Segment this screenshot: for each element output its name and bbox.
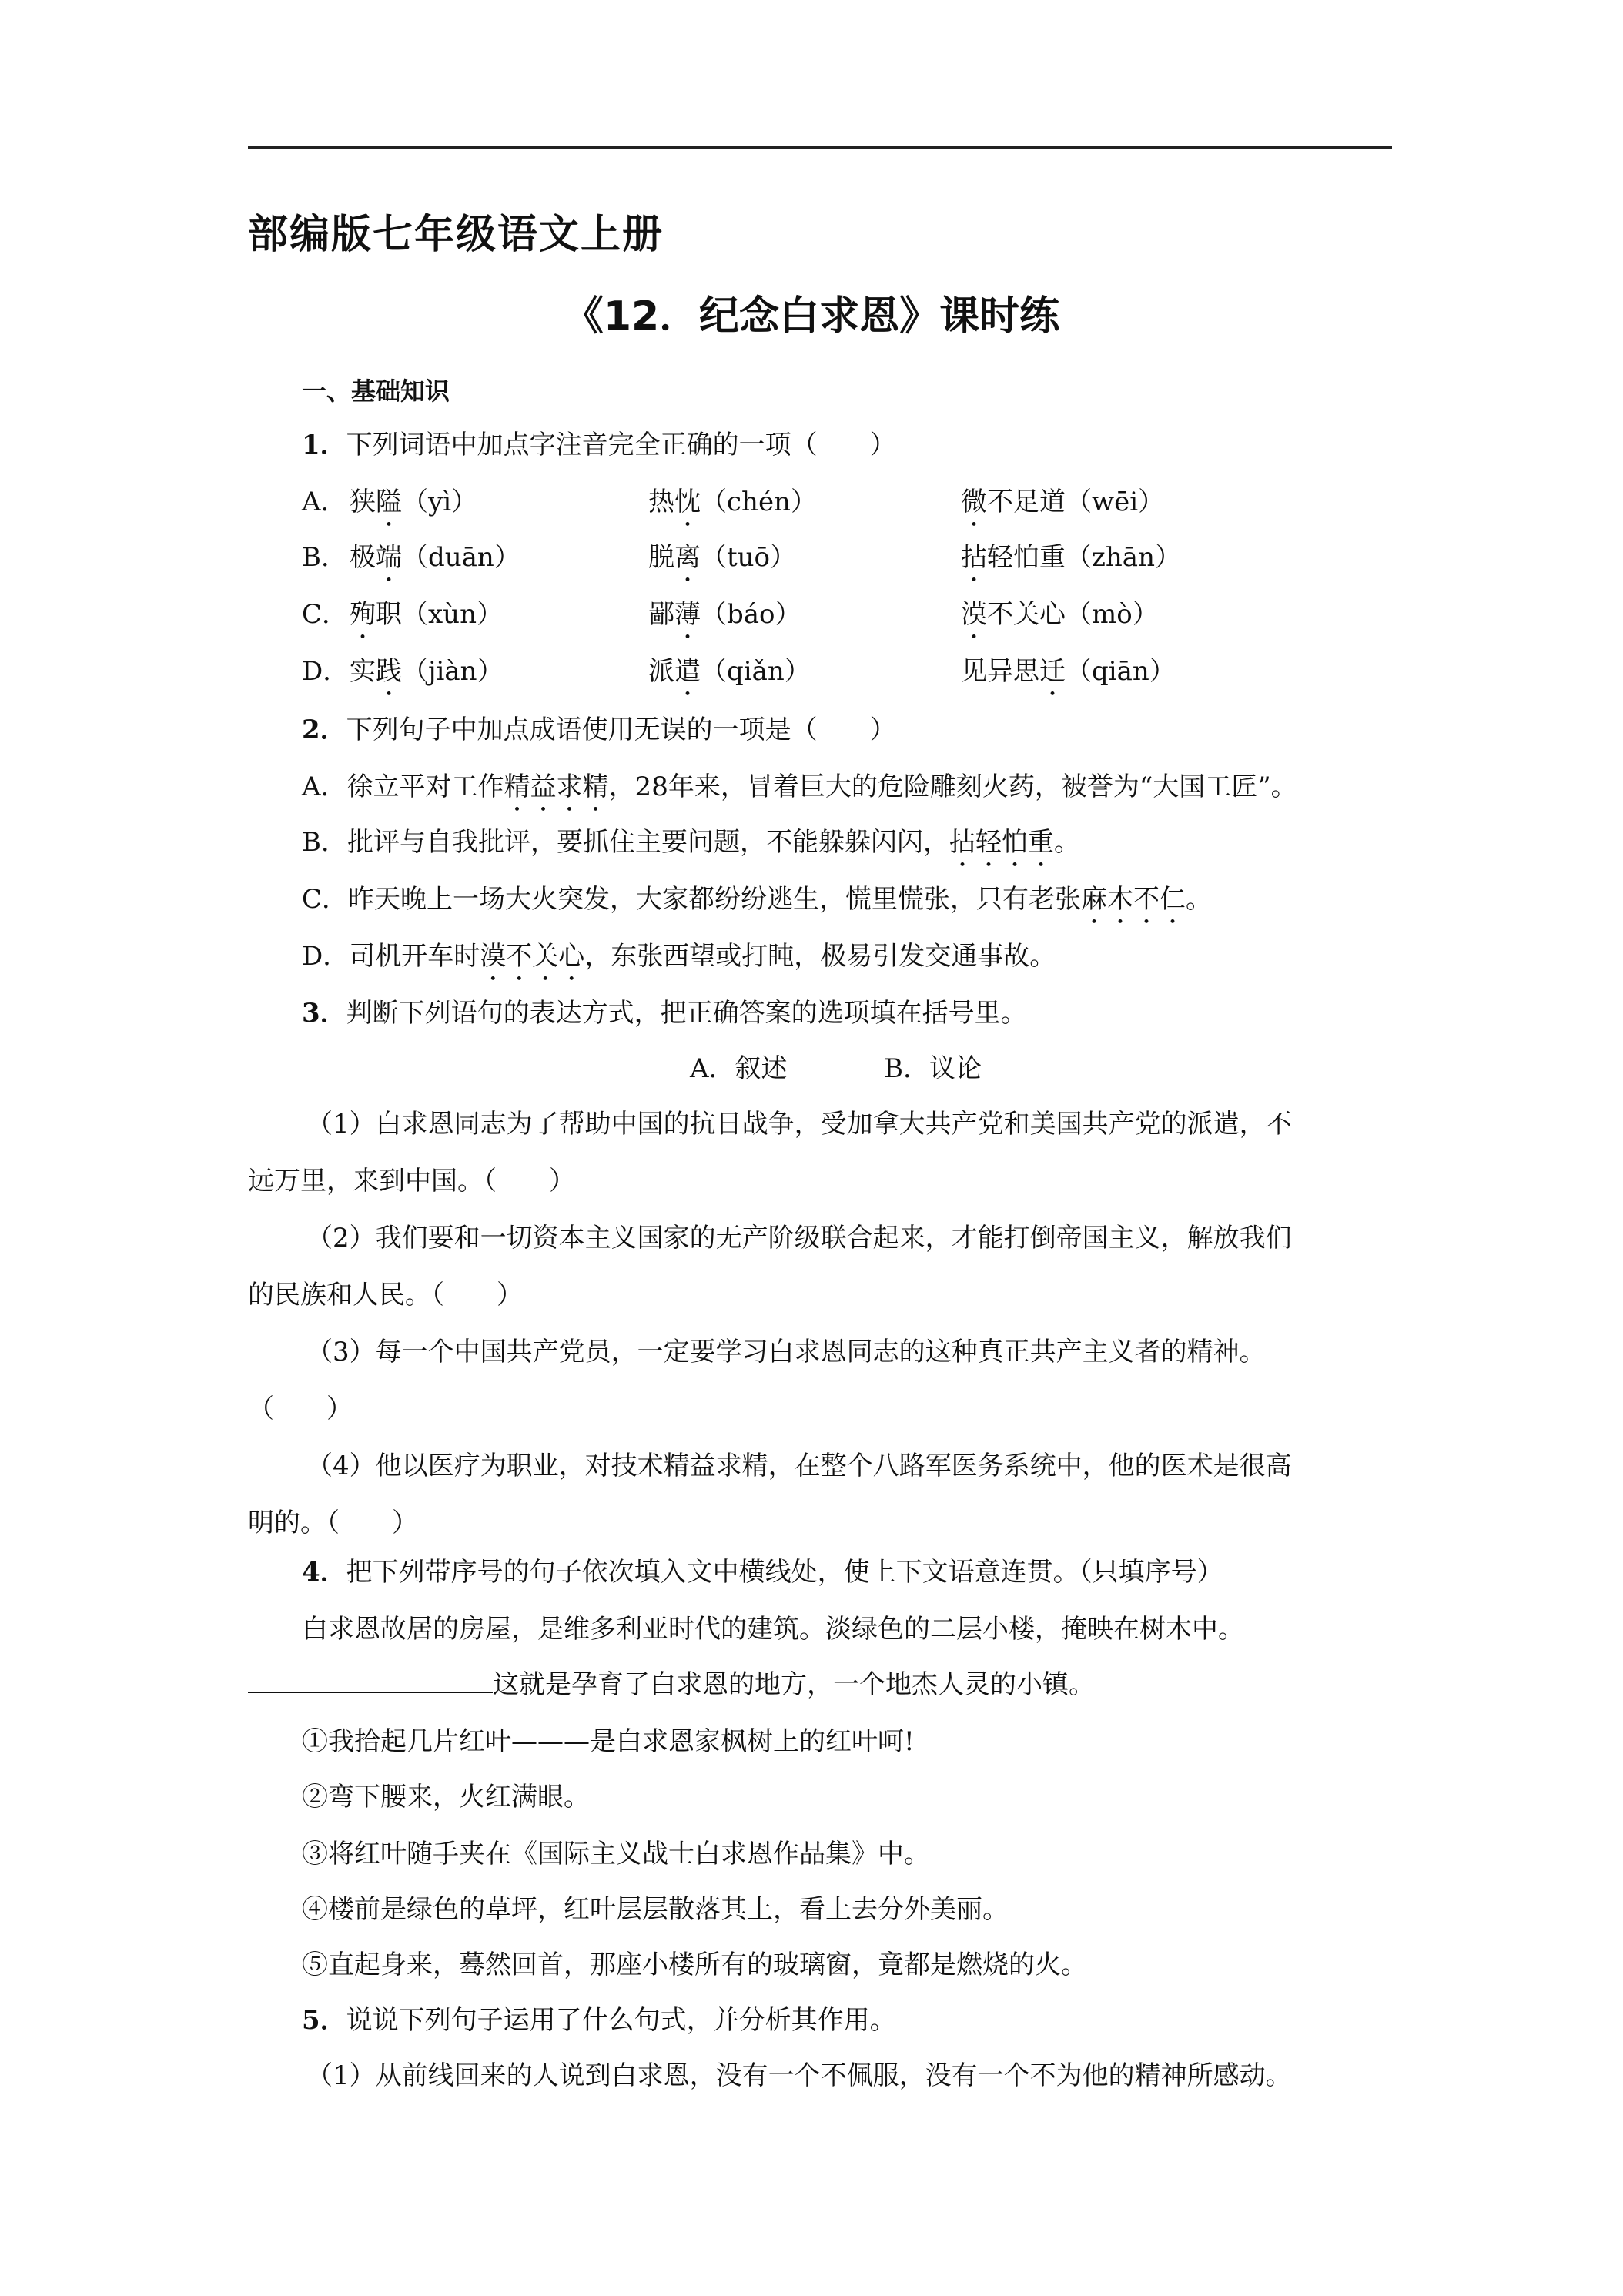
option-text: 司机开车时 xyxy=(349,941,480,972)
q3-number: 3． xyxy=(302,998,346,1029)
q1-option-label: D． xyxy=(302,656,350,687)
emphasized-idiom: 精益求精 xyxy=(504,771,609,802)
word-pinyin: 职（xùn） xyxy=(376,599,503,630)
emphasized-char: 遣 xyxy=(674,656,701,687)
word-text: 见异思 xyxy=(961,656,1039,687)
q3-item-line2: 远万里，来到中国。（ ） xyxy=(248,1166,575,1197)
q3-item-line2: 明的。（ ） xyxy=(248,1508,418,1538)
q1-option-word xyxy=(961,654,1176,702)
word-pinyin: 不关心（mò） xyxy=(987,599,1159,630)
word-pinyin: 轻怕重（zhān） xyxy=(987,542,1181,573)
option-text: 。 xyxy=(1186,884,1213,915)
q1-option-label: A． xyxy=(302,487,347,517)
word-text: 极 xyxy=(350,542,376,573)
q1-stem xyxy=(302,428,896,462)
q4-passage-line1: 白求恩故居的房屋，是维多利亚时代的建筑。淡绿色的二层小楼，掩映在树木中。 xyxy=(302,1614,1244,1645)
q4-sentence: ①我拾起几片红叶———是白求恩家枫树上的红叶呵! xyxy=(302,1726,915,1757)
q2-stem xyxy=(302,713,896,747)
emphasized-char: 微 xyxy=(961,487,987,517)
q4-passage-line2 xyxy=(248,1668,1095,1702)
emphasized-char: 忱 xyxy=(674,487,701,517)
option-label: A． xyxy=(302,771,347,802)
q2-number: 2． xyxy=(302,715,346,745)
q1-option-word xyxy=(350,485,477,533)
word-pinyin: （báo） xyxy=(701,599,801,630)
word-pinyin: （chén） xyxy=(701,487,817,517)
emphasized-char: 迁 xyxy=(1039,656,1066,687)
q3-text: 判断下列语句的表达方式，把正确答案的选项填在括号里。 xyxy=(346,998,1027,1029)
book-title: 部编版七年级语文上册 xyxy=(248,212,664,258)
q3-item-line1: （1）白求恩同志为了帮助中国的抗日战争，受加拿大共产党和美国共产党的派遣，不 xyxy=(306,1109,1292,1140)
q1-option-word xyxy=(648,541,796,588)
emphasized-idiom: 麻木不仁 xyxy=(1081,884,1186,915)
q4-text: 把下列带序号的句子依次填入文中横线处，使上下文语意连贯。（只填序号） xyxy=(346,1557,1223,1588)
q4-sentence: ②弯下腰来，火红满眼。 xyxy=(302,1782,590,1812)
word-pinyin: 不足道（wēi） xyxy=(987,487,1165,517)
q4-sentence: ⑤直起身来，蓦然回首，那座小楼所有的玻璃窗，竟都是燃烧的火。 xyxy=(302,1950,1087,1980)
emphasized-idiom: 拈轻怕重 xyxy=(949,827,1054,858)
option-text: ，东张西望或打盹，极易引发交通事故。 xyxy=(584,941,1056,972)
section-heading: 一、基础知识 xyxy=(302,377,450,406)
emphasized-char: 薄 xyxy=(674,599,701,630)
q3-stem xyxy=(302,996,1027,1030)
emphasized-char: 漠 xyxy=(961,599,987,630)
word-pinyin: （duān） xyxy=(402,542,520,573)
q4-stem xyxy=(302,1555,1223,1589)
q1-option-word xyxy=(350,541,520,588)
q1-option-word xyxy=(961,541,1181,588)
option-text: 。 xyxy=(1054,827,1080,858)
word-pinyin: （yì） xyxy=(402,487,478,517)
option-label: D． xyxy=(302,941,350,972)
q3-item-line1: （4）他以医疗为职业，对技术精益求精，在整个八路军医务系统中，他的医术是很高 xyxy=(306,1451,1292,1481)
option-text: 昨天晚上一场大火突发，大家都纷纷逃生，慌里慌张，只有老张 xyxy=(348,884,1082,915)
word-text: 脱 xyxy=(648,542,674,573)
emphasized-char: 隘 xyxy=(376,487,402,517)
q4-sentence: ④楼前是绿色的草坪，红叶层层散落其上，看上去分外美丽。 xyxy=(302,1894,1009,1925)
q3-choice-b: B．议论 xyxy=(884,1053,982,1084)
emphasized-idiom: 漠不关心 xyxy=(480,941,585,972)
q4-number: 4． xyxy=(302,1557,346,1588)
q5-stem xyxy=(302,2003,896,2037)
q4-passage-line2-text: 这就是孕育了白求恩的地方，一个地杰人灵的小镇。 xyxy=(493,1669,1095,1700)
option-text: 徐立平对工作 xyxy=(346,771,504,802)
q1-option-word xyxy=(648,485,817,533)
emphasized-char: 践 xyxy=(376,656,402,687)
header-rule xyxy=(248,146,1392,149)
q1-option-word xyxy=(350,654,504,702)
word-text: 派 xyxy=(648,656,674,687)
q2-option xyxy=(302,939,1056,987)
q1-number: 1． xyxy=(302,430,346,460)
q1-option-word xyxy=(648,597,801,645)
emphasized-char: 离 xyxy=(674,542,701,573)
q1-option-word xyxy=(350,597,503,645)
q2-text: 下列句子中加点成语使用无误的一项是（ ） xyxy=(346,715,896,745)
word-text: 热 xyxy=(648,487,674,517)
emphasized-char: 端 xyxy=(376,542,402,573)
q1-text: 下列词语中加点字注音完全正确的一项（ ） xyxy=(346,430,896,460)
emphasized-char: 拈 xyxy=(961,542,987,573)
word-pinyin: （jiàn） xyxy=(402,656,504,687)
q3-item-line2: （ ） xyxy=(248,1394,353,1424)
option-text: 批评与自我批评，要抓住主要问题，不能躲躲闪闪， xyxy=(347,827,949,858)
option-text: ，28年来，冒着巨大的危险雕刻火药，被誉为“大国工匠”。 xyxy=(608,771,1297,802)
word-text: 鄙 xyxy=(648,599,674,630)
option-label: C． xyxy=(302,884,349,915)
word-pinyin: （qiǎn） xyxy=(701,656,811,687)
word-text: 实 xyxy=(350,656,376,687)
q1-option-word xyxy=(961,597,1159,645)
lesson-title: 《12．纪念白求恩》课时练 xyxy=(563,293,1060,340)
q1-option-label: B． xyxy=(302,542,347,573)
q2-option xyxy=(302,825,1080,873)
q3-item-line1: （3）每一个中国共产党员，一定要学习白求恩同志的这种真正共产主义者的精神。 xyxy=(306,1337,1266,1367)
q2-option xyxy=(302,770,1297,818)
q5-text: 说说下列句子运用了什么句式，并分析其作用。 xyxy=(346,2005,896,2036)
q3-item-line1: （2）我们要和一切资本主义国家的无产阶级联合起来，才能打倒帝国主义，解放我们 xyxy=(306,1223,1292,1253)
emphasized-char: 殉 xyxy=(350,599,376,630)
q3-choice-a: A．叙述 xyxy=(690,1053,788,1084)
q1-option-label: C． xyxy=(302,599,349,630)
word-pinyin: （qiān） xyxy=(1066,656,1176,687)
q4-answer-blank[interactable] xyxy=(248,1668,493,1693)
q1-option-word xyxy=(648,654,811,702)
q4-sentence: ③将红叶随手夹在《国际主义战士白求恩作品集》中。 xyxy=(302,1839,930,1869)
q2-option xyxy=(302,882,1212,930)
option-label: B． xyxy=(302,827,347,858)
word-text: 狭 xyxy=(350,487,376,517)
q1-option-word xyxy=(961,485,1164,533)
word-pinyin: （tuō） xyxy=(701,542,797,573)
q5-item-1: （1）从前线回来的人说到白求恩，没有一个不佩服，没有一个不为他的精神所感动。 xyxy=(306,2060,1292,2091)
q3-item-line2: 的民族和人民。（ ） xyxy=(248,1280,523,1310)
q5-number: 5． xyxy=(302,2005,346,2036)
